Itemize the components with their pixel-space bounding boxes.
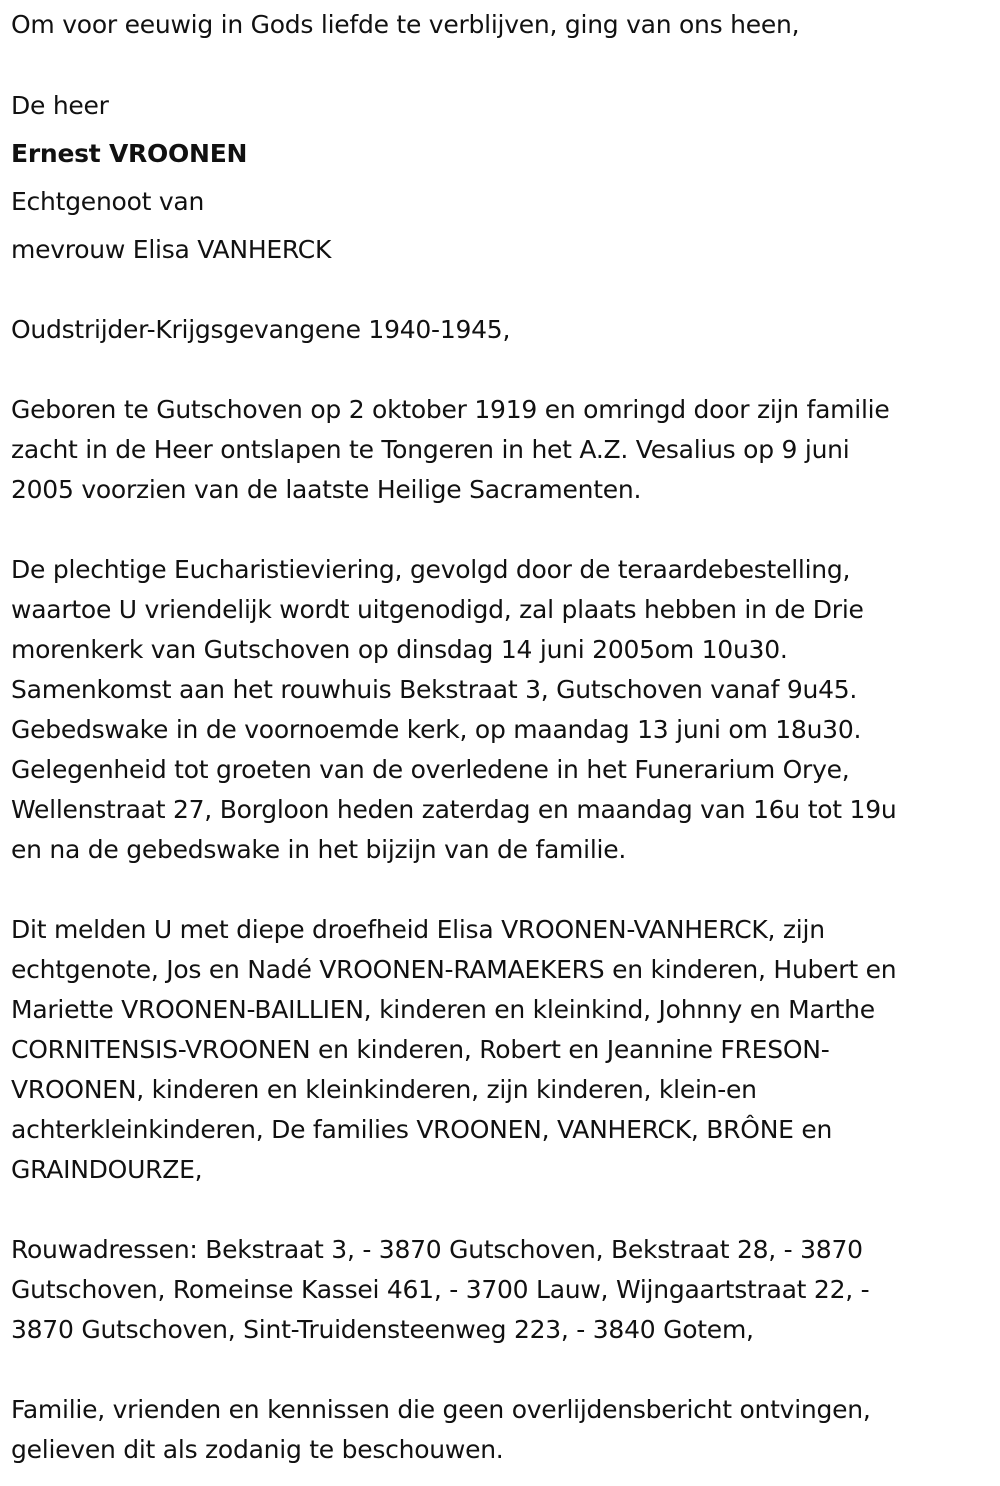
- paragraph-line: De plechtige Eucharistieviering, gevolgd door de teraardebestelling,: [11, 555, 851, 584]
- spouse-label: Echtgenoot van: [11, 187, 205, 216]
- paragraph-line: echtgenote, Jos en Nadé VROONEN-RAMAEKERS en kinderen, Hubert en: [11, 955, 897, 984]
- paragraph-line: Samenkomst aan het rouwhuis Bekstraat 3, Gutschoven vanaf 9u45.: [11, 675, 858, 704]
- paragraph-line: 3870 Gutschoven, Sint-Truidensteenweg 223, - 3840 Gotem,: [11, 1315, 754, 1344]
- name-section: [11, 82, 331, 274]
- closing-paragraph: [11, 1390, 871, 1470]
- veteran-text: Oudstrijder-Krijgsgevangene 1940-1945,: [11, 315, 511, 344]
- family-paragraph: [11, 910, 896, 1190]
- paragraph-line: Gebedswake in de voornoemde kerk, op maandag 13 juni om 18u30.: [11, 715, 862, 744]
- paragraph-line: GRAINDOURZE,: [11, 1155, 203, 1184]
- veteran-section: [11, 310, 510, 350]
- deceased-name: Ernest VROONEN: [11, 139, 248, 168]
- paragraph-line: gelieven dit als zodanig te beschouwen.: [11, 1435, 504, 1464]
- paragraph-line: 2005 voorzien van de laatste Heilige Sacramenten.: [11, 475, 642, 504]
- paragraph-line: en na de gebedswake in het bijzijn van de familie.: [11, 835, 627, 864]
- paragraph-line: Familie, vrienden en kennissen die geen overlijdensbericht ontvingen,: [11, 1395, 871, 1424]
- paragraph-line: Dit melden U met diepe droefheid Elisa VROONEN-VANHERCK, zijn: [11, 915, 825, 944]
- birth-death-paragraph: [11, 390, 889, 510]
- paragraph-line: Gutschoven, Romeinse Kassei 461, - 3700 Lauw, Wijngaartstraat 22, -: [11, 1275, 870, 1304]
- paragraph-line: VROONEN, kinderen en kleinkinderen, zijn kinderen, klein-en: [11, 1075, 757, 1104]
- paragraph-line: zacht in de Heer ontslapen te Tongeren in het A.Z. Vesalius op 9 juni: [11, 435, 850, 464]
- paragraph-line: CORNITENSIS-VROONEN en kinderen, Robert en Jeannine FRESON-: [11, 1035, 830, 1064]
- paragraph-line: Gelegenheid tot groeten van de overledene in het Funerarium Orye,: [11, 755, 850, 784]
- paragraph-line: Mariette VROONEN-BAILLIEN, kinderen en kleinkind, Johnny en Marthe: [11, 995, 875, 1024]
- paragraph-line: Rouwadressen: Bekstraat 3, - 3870 Gutschoven, Bekstraat 28, - 3870: [11, 1235, 863, 1264]
- paragraph-line: Geboren te Gutschoven op 2 oktober 1919 en omringd door zijn familie: [11, 395, 890, 424]
- paragraph-line: waartoe U vriendelijk wordt uitgenodigd, zal plaats hebben in de Drie: [11, 595, 864, 624]
- paragraph-line: morenkerk van Gutschoven op dinsdag 14 juni 2005om 10u30.: [11, 635, 788, 664]
- intro-text: Om voor eeuwig in Gods liefde te verblijven, ging van ons heen,: [11, 10, 800, 39]
- addresses-paragraph: [11, 1230, 869, 1350]
- intro-section: [11, 5, 799, 45]
- paragraph-line: Wellenstraat 27, Borgloon heden zaterdag en maandag van 16u tot 19u: [11, 795, 897, 824]
- ceremony-paragraph: [11, 550, 896, 870]
- spouse-name: mevrouw Elisa VANHERCK: [11, 235, 332, 264]
- honorific: De heer: [11, 91, 109, 120]
- paragraph-line: achterkleinkinderen, De families VROONEN, VANHERCK, BRÔNE en: [11, 1115, 833, 1144]
